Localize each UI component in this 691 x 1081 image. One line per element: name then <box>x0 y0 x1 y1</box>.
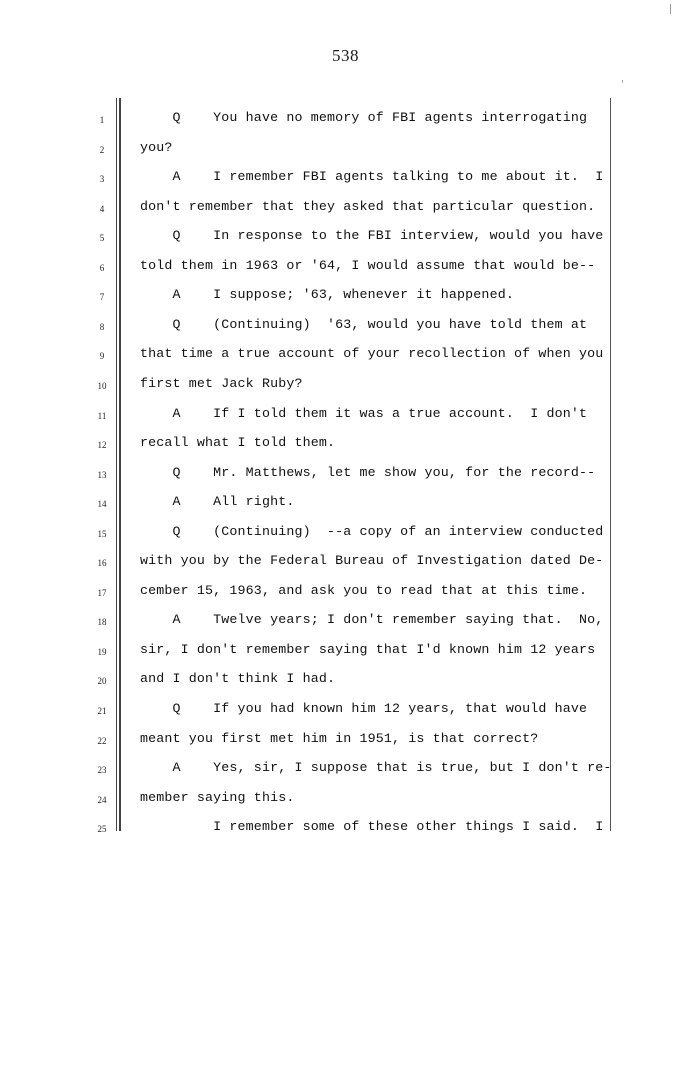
transcript-line: A Yes, sir, I suppose that is true, but I don't re- <box>140 760 612 776</box>
line-number: 8 <box>99 321 105 332</box>
transcript-line: recall what I told them. <box>140 435 336 451</box>
line-number: 9 <box>99 351 105 362</box>
line-number: 5 <box>99 233 105 244</box>
page-number: 538 <box>332 46 359 65</box>
transcript-line: member saying this. <box>140 789 295 805</box>
line-number: 20 <box>97 676 107 687</box>
line-number: 17 <box>97 587 107 598</box>
transcript-line: A I suppose; '63, whenever it happened. <box>140 287 514 303</box>
transcript-line: Q (Continuing) '63, would you have told them at <box>140 316 588 332</box>
line-number: 10 <box>97 380 107 391</box>
line-number: 25 <box>97 824 107 835</box>
line-number: 19 <box>97 646 107 657</box>
line-number: 16 <box>97 558 107 569</box>
scan-mark <box>670 4 671 14</box>
line-number: 15 <box>97 528 107 539</box>
transcript-line: meant you first met him in 1951, is that correct? <box>140 730 539 746</box>
transcript-line: Q (Continuing) --a copy of an interview conducted <box>140 523 604 539</box>
line-number: 2 <box>99 144 105 155</box>
line-number: 1 <box>99 115 105 125</box>
line-number: 6 <box>99 262 105 273</box>
line-number: 4 <box>99 203 105 214</box>
transcript-line: A If I told them it was a true account. I don't <box>140 405 588 421</box>
transcript-line: that time a true account of your recollection of when you <box>140 346 604 362</box>
transcript-line: Q Mr. Matthews, let me show you, for the record-- <box>140 464 596 480</box>
line-number: 14 <box>97 499 107 510</box>
transcript-line: told them in 1963 or '64, I would assume that would be-- <box>140 257 596 273</box>
line-number: 24 <box>97 794 107 805</box>
line-number: 18 <box>97 617 107 628</box>
transcript-line: A All right. <box>140 494 295 510</box>
transcript-line: A I remember FBI agents talking to me about it. I <box>140 169 604 185</box>
transcript-line: you? <box>140 139 173 155</box>
transcript-line: Q You have no memory of FBI agents interrogating <box>140 110 588 125</box>
transcript-line: I remember some of these other things I said. I <box>140 819 604 835</box>
line-number: 22 <box>97 735 107 746</box>
line-number: 3 <box>99 174 105 185</box>
transcript-line: sir, I don't remember saying that I'd known him 12 years <box>140 641 596 657</box>
transcript-line: Q In response to the FBI interview, would you have <box>140 228 604 244</box>
transcript-line: cember 15, 1963, and ask you to read that at this time. <box>140 582 588 598</box>
left-margin-rule <box>116 98 117 831</box>
left-margin-rule-double <box>119 98 121 831</box>
line-number: 11 <box>97 410 107 421</box>
transcript-line: don't remember that they asked that particular question. <box>140 198 596 214</box>
line-number: 23 <box>97 765 107 776</box>
transcript-line: with you by the Federal Bureau of Investigation dated De- <box>140 553 604 569</box>
line-number: 12 <box>97 440 107 451</box>
transcript-line: Q If you had known him 12 years, that would have <box>140 701 588 716</box>
line-number: 7 <box>99 292 105 303</box>
transcript-line: A Twelve years; I don't remember saying that. No, <box>140 612 604 628</box>
line-number: 13 <box>97 469 107 480</box>
line-number: 21 <box>97 706 107 716</box>
transcript-line: and I don't think I had. <box>140 671 336 687</box>
right-margin-rule <box>610 98 611 831</box>
scan-speck <box>622 80 623 83</box>
transcript-line: first met Jack Ruby? <box>140 375 303 391</box>
